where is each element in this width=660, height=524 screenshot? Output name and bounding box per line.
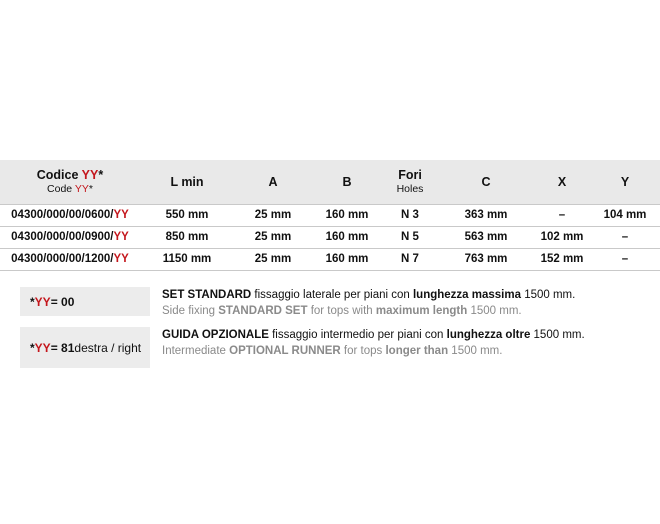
- table-row: [0, 204, 660, 226]
- cell-fori: N 7: [401, 253, 419, 265]
- header-fori: Fori Holes: [396, 168, 424, 196]
- cell-lmin: 550 mm: [165, 209, 209, 221]
- cell-code: 04300/000/00/1200/YY: [11, 253, 129, 265]
- cell-a: 25 mm: [254, 253, 292, 265]
- cell-code: 04300/000/00/0600/YY: [11, 209, 129, 221]
- header-x: X: [557, 174, 567, 189]
- note-optional: [20, 327, 650, 368]
- cell-fori: N 5: [401, 231, 419, 243]
- table-row: [0, 226, 660, 248]
- specs-table-container: [0, 160, 660, 271]
- cell-fori: N 3: [401, 209, 419, 221]
- cell-y: 104 mm: [603, 209, 647, 221]
- notes-section: [20, 287, 650, 376]
- cell-lmin: 1150 mm: [162, 253, 212, 265]
- yy-code-badge: * YY = 81 destra / right: [20, 327, 150, 368]
- header-y: Y: [620, 174, 630, 189]
- header-c: C: [481, 174, 491, 189]
- header-lmin: L min: [170, 174, 204, 189]
- note-english-text: Side fixing STANDARD SET for tops with maximum length 1500 mm.: [162, 305, 522, 317]
- cell-a: 25 mm: [254, 209, 292, 221]
- table-row: [0, 248, 660, 270]
- cell-x: –: [558, 209, 566, 221]
- note-italian-text: SET STANDARD fissaggio laterale per piani con lunghezza massima 1500 mm.: [162, 289, 576, 301]
- cell-c: 363 mm: [464, 209, 508, 221]
- cell-x: 152 mm: [540, 253, 584, 265]
- cell-b: 160 mm: [325, 253, 369, 265]
- cell-lmin: 850 mm: [165, 231, 209, 243]
- note-english-text: Intermediate OPTIONAL RUNNER for tops longer than 1500 mm.: [162, 345, 503, 357]
- cell-b: 160 mm: [325, 209, 369, 221]
- note-italian-text: GUIDA OPZIONALE fissaggio intermedio per piani con lunghezza oltre 1500 mm.: [162, 329, 585, 341]
- cell-b: 160 mm: [325, 231, 369, 243]
- cell-c: 563 mm: [464, 231, 508, 243]
- header-code: Codice YY* Code YY*: [36, 168, 104, 196]
- cell-c: 763 mm: [464, 253, 508, 265]
- note-description: [162, 327, 585, 359]
- note-description: [162, 287, 575, 319]
- table-header-row: [0, 160, 660, 204]
- cell-y: –: [621, 253, 629, 265]
- note-standard: [20, 287, 650, 319]
- header-b: B: [342, 174, 352, 189]
- cell-a: 25 mm: [254, 231, 292, 243]
- cell-code: 04300/000/00/0900/YY: [11, 231, 129, 243]
- cell-y: –: [621, 231, 629, 243]
- cell-x: 102 mm: [540, 231, 584, 243]
- yy-code-badge: * YY = 00: [20, 287, 150, 316]
- header-a: A: [268, 174, 278, 189]
- specs-table: [0, 160, 660, 271]
